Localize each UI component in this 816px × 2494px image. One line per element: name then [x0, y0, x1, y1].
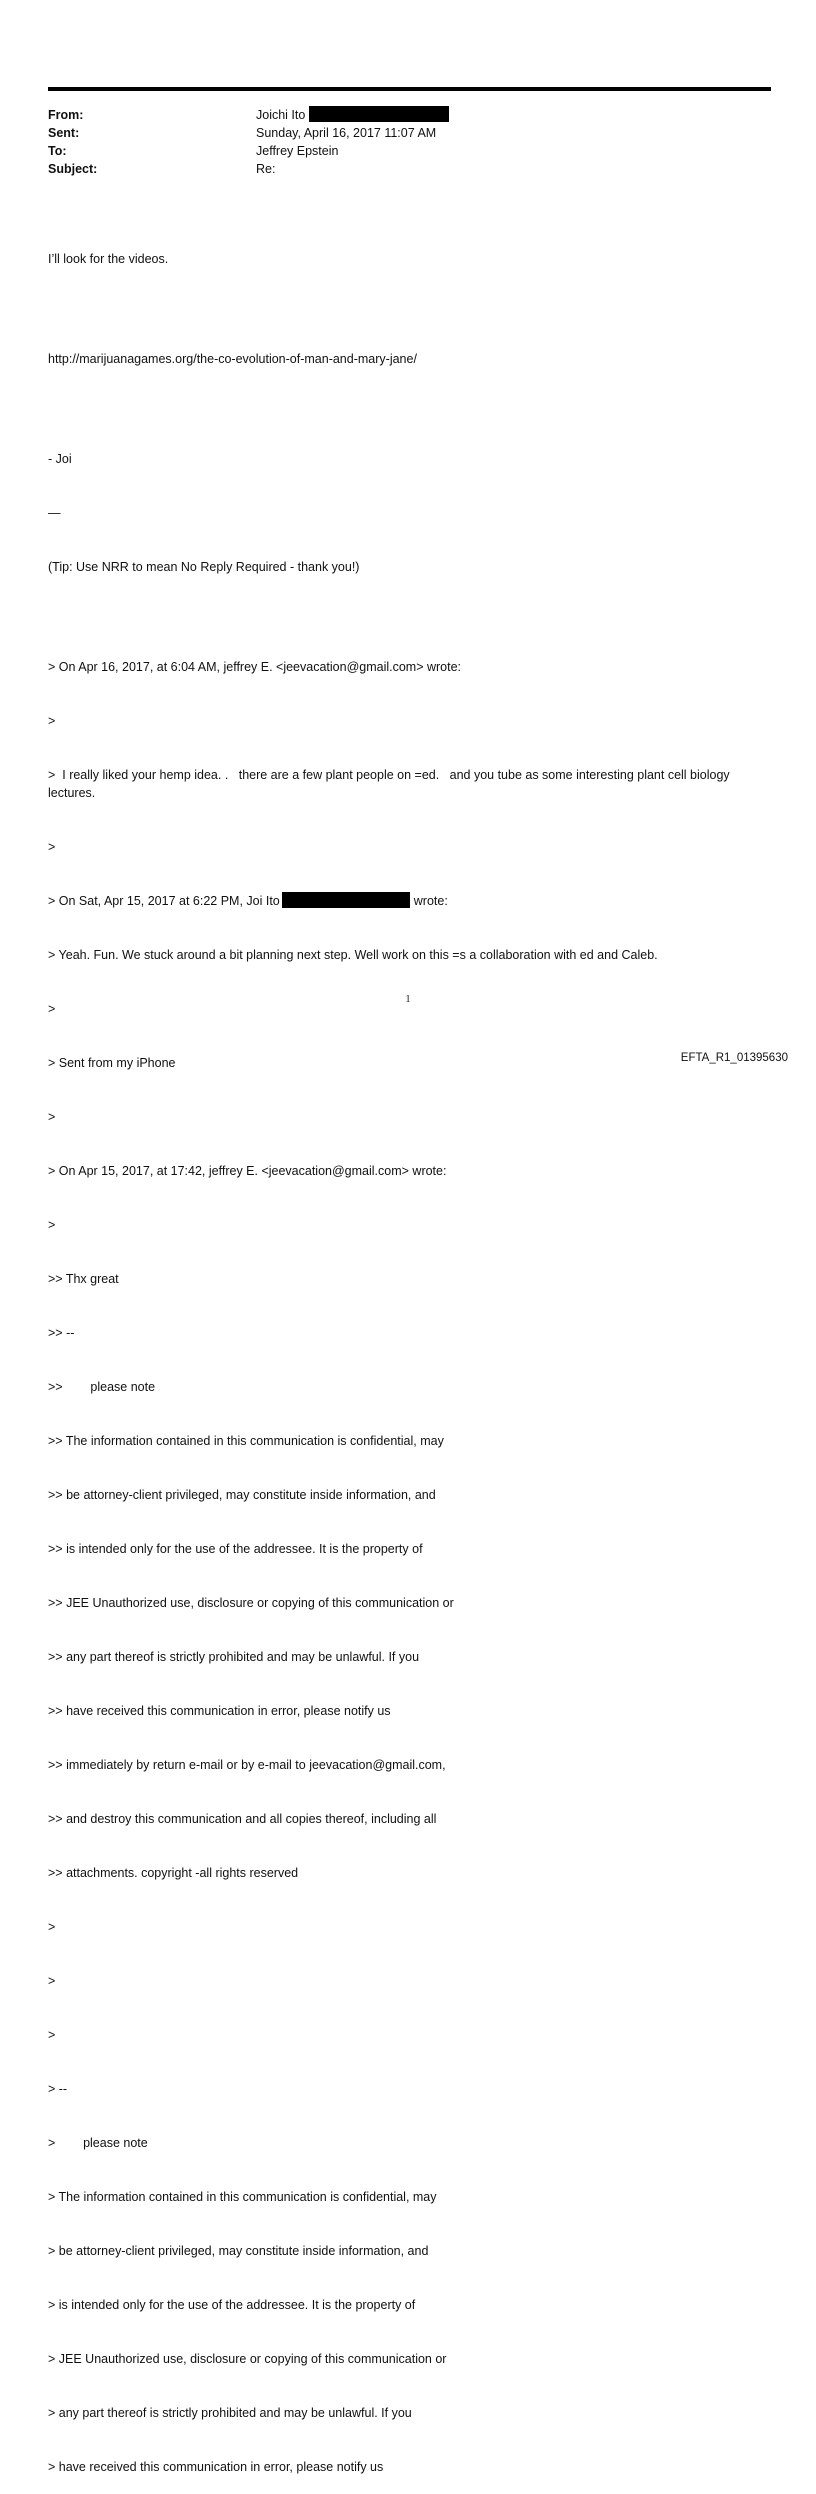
quote-line: >> JEE Unauthorized use, disclosure or copying of this communication or [48, 1596, 454, 1610]
from-name: Joichi Ito [256, 108, 306, 122]
body-link: http://marijuanagames.org/the-co-evolution-of-man-and-mary-jane/ [48, 352, 417, 366]
quote-wrote: wrote: [413, 894, 448, 908]
quote-line: > JEE Unauthorized use, disclosure or copying of this communication or [48, 2352, 447, 2366]
quote-line: >> have received this communication in error, please notify us [48, 1704, 391, 1718]
quote-line: > have received this communication in error, please notify us [48, 2460, 384, 2474]
redaction-block [309, 106, 449, 122]
to-value: Jeffrey Epstein [256, 144, 339, 158]
sent-value: Sunday, April 16, 2017 11:07 AM [256, 126, 437, 140]
tip-line: (Tip: Use NRR to mean No Reply Required - thank you!) [48, 560, 360, 574]
subject-label: Subject: [48, 162, 98, 176]
page-number: 1 [405, 994, 411, 1005]
quote-line: >> immediately by return e-mail or by e-mail to jeevacation@gmail.com, [48, 1758, 446, 1772]
quote-line: > [48, 2028, 56, 2042]
quote-line: > Sent from my iPhone [48, 1056, 176, 1070]
quote-line: > [48, 1218, 56, 1232]
quote-line: > [48, 1974, 56, 1988]
subject-row [48, 160, 748, 178]
from-row [48, 106, 748, 124]
quote-line: >> and destroy this communication and all copies thereof, including all [48, 1812, 437, 1826]
quote-line: >> Thx great [48, 1272, 119, 1286]
quote-line: > is intended only for the use of the addressee. It is the property of [48, 2298, 416, 2312]
quote-line: > [48, 1110, 56, 1124]
signature: - Joi [48, 452, 72, 466]
quote-line: > please note [48, 2136, 148, 2150]
signature-dash: — [48, 506, 61, 520]
quote-line: > -- [48, 2082, 68, 2096]
quote-line: >> attachments. copyright -all rights reserved [48, 1866, 299, 1880]
quote-line: > [48, 1002, 56, 1016]
to-row [48, 142, 748, 160]
quote-line: >> be attorney-client privileged, may constitute inside information, and [48, 1488, 436, 1502]
quote-line: >> -- [48, 1326, 75, 1340]
quote-line: > Yeah. Fun. We stuck around a bit planning next step. Well work on this =s a collaboration with ed and Caleb. [48, 948, 658, 962]
body-line: I’ll look for the videos. [48, 252, 169, 266]
from-label: From: [48, 108, 84, 122]
quote-line: > I really liked your hemp idea. . there are a few plant people on =ed. and you tube as some interesting plant cell biology lectures. [48, 768, 734, 800]
quote-line: > [48, 1920, 56, 1934]
quote-line: > On Apr 16, 2017, at 6:04 AM, jeffrey E. <jeevacation@gmail.com> wrote: [48, 660, 462, 674]
quote-line: >> please note [48, 1380, 156, 1394]
quote-line: > The information contained in this communication is confidential, may [48, 2190, 437, 2204]
sent-label: Sent: [48, 126, 80, 140]
quote-line: > [48, 840, 56, 854]
to-label: To: [48, 144, 67, 158]
quote-line: > On Apr 15, 2017, at 17:42, jeffrey E. <jeevacation@gmail.com> wrote: [48, 1164, 447, 1178]
header-rule [48, 87, 771, 91]
quote-line: >> The information contained in this communication is confidential, may [48, 1434, 444, 1448]
quote-line: > [48, 714, 56, 728]
from-value [256, 106, 449, 124]
quote-line: > any part thereof is strictly prohibited and may be unlawful. If you [48, 2406, 412, 2420]
quote-line [48, 892, 778, 910]
subject-value: Re: [256, 162, 276, 176]
sent-row [48, 124, 748, 142]
email-body [48, 214, 778, 2494]
redaction-block [282, 892, 410, 908]
email-header [48, 106, 748, 178]
quote-line: >> any part thereof is strictly prohibited and may be unlawful. If you [48, 1650, 420, 1664]
quote-attribution: > On Sat, Apr 15, 2017 at 6:22 PM, Joi Ito [48, 894, 280, 908]
quote-line: > be attorney-client privileged, may constitute inside information, and [48, 2244, 429, 2258]
document-id: EFTA_R1_01395630 [680, 1052, 788, 1064]
quote-line: >> is intended only for the use of the addressee. It is the property of [48, 1542, 423, 1556]
